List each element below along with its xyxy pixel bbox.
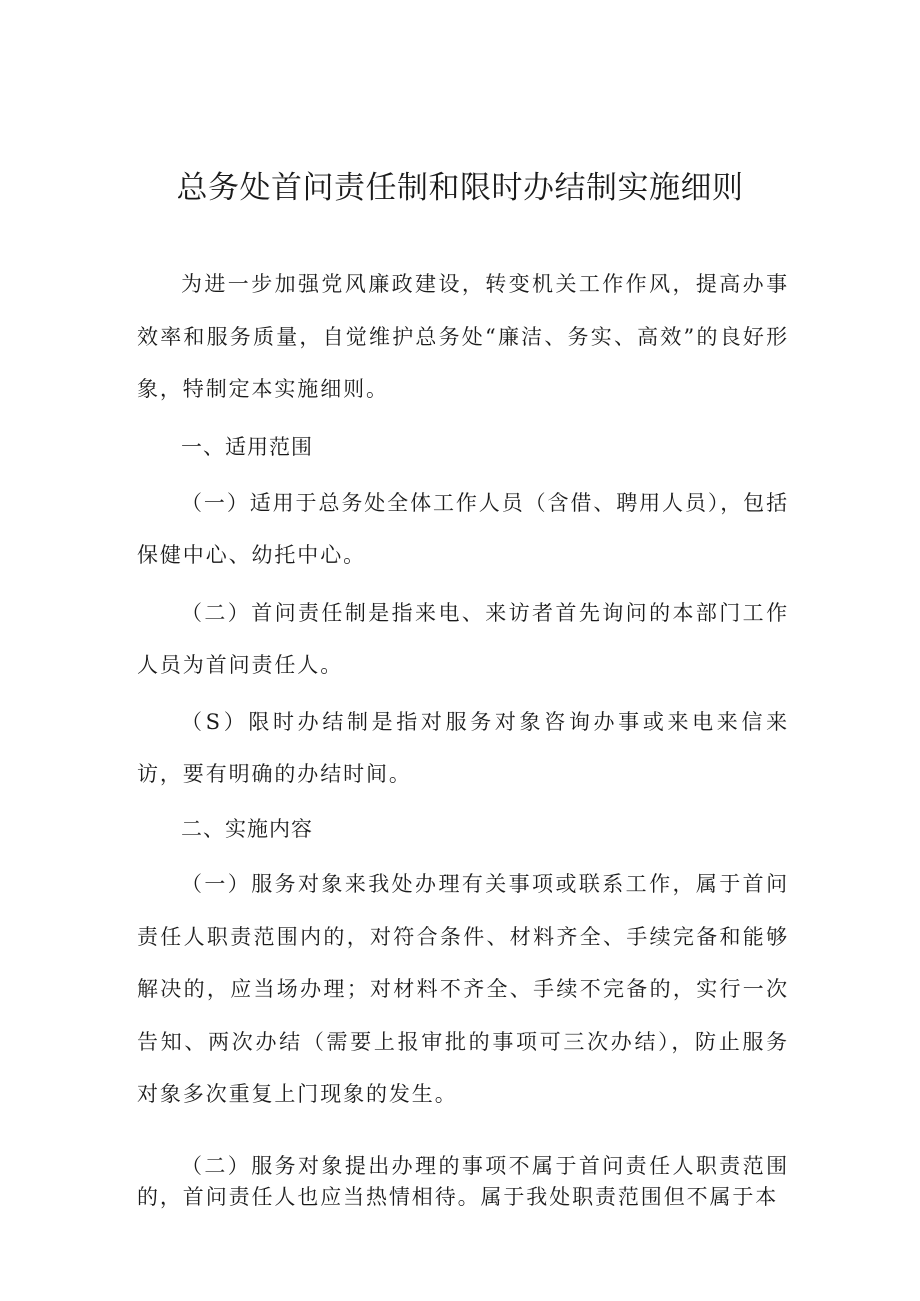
content-paragraph-1: （一）服务对象来我处办理有关事项或联系工作，属于首问责任人职责范围内的，对符合条件、材料齐全、手续完备和能够解决的，应当场办理；对材料不齐全、手续不完备的，实行一次告知、两次办结（需要上报审批的事项可三次办结），防止服务对象多次重复上门现象的发生。 [137,872,789,1106]
document-title: 总务处首问责任制和限时办结制实施细则 [176,170,744,206]
section-heading-content: 二、实施内容 [181,817,313,841]
scope-paragraph-1: （一）适用于总务处全体工作人员（含借、聘用人员），包括保健中心、幼托中心。 [137,491,789,567]
intro-paragraph: 为进一步加强党风廉政建设，转变机关工作作风，提高办事效率和服务质量，自觉维护总务处“廉洁、务实、高效”的良好形象，特制定本实施细则。 [137,272,789,401]
section-heading-scope: 一、适用范围 [181,435,313,459]
scope-paragraph-3: （S）限时办结制是指对服务对象咨询办事或来电来信来访，要有明确的办结时间。 [137,710,789,786]
scope-paragraph-2: （二）首问责任制是指来电、来访者首先询问的本部门工作人员为首问责任人。 [137,601,789,677]
content-paragraph-2: （二）服务对象提出办理的事项不属于首问责任人职责范围的，首问责任人也应当热情相待。属于我处职责范围但不属于本 [137,1154,789,1209]
